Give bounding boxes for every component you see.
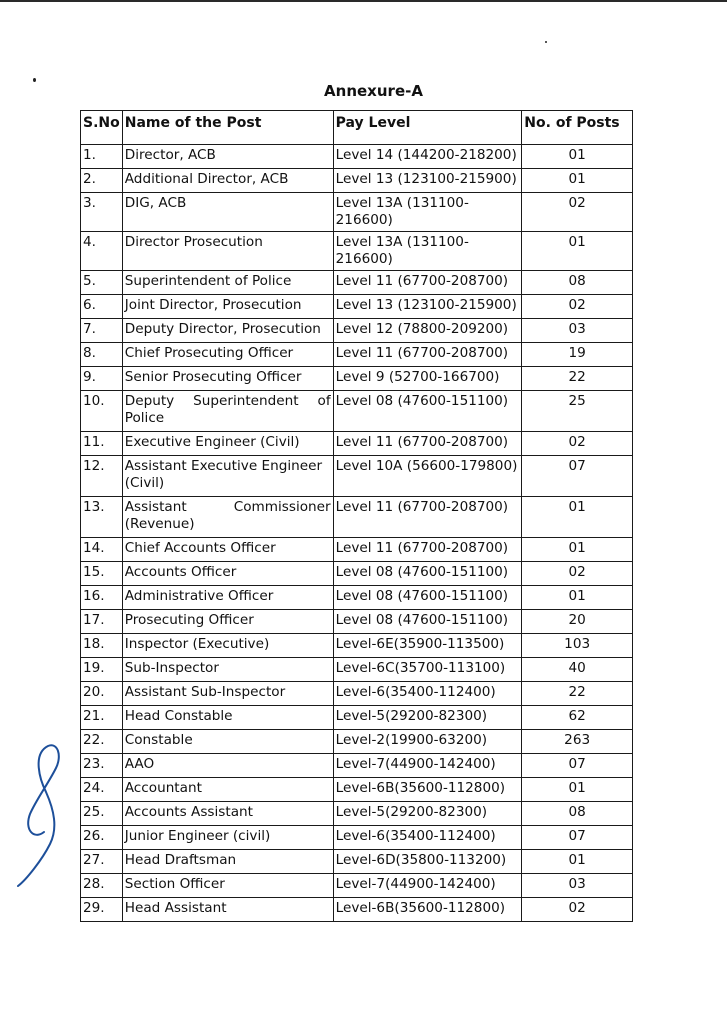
row-no-of-posts: 02 [522, 562, 633, 586]
table-row [81, 169, 633, 193]
row-pay-level: Level-6E(35900-113500) [333, 634, 522, 658]
row-no-of-posts: 07 [522, 826, 633, 850]
row-pay-level: Level-7(44900-142400) [333, 874, 522, 898]
row-sno: 25. [81, 802, 123, 826]
row-pay-level: Level-5(29200-82300) [333, 706, 522, 730]
scan-top-edge [0, 0, 727, 2]
row-post-name: Accounts Officer [122, 562, 333, 586]
table-row [81, 778, 633, 802]
table-row [81, 586, 633, 610]
table-header-row [81, 111, 633, 145]
row-sno: 4. [81, 232, 123, 271]
row-pay-level: Level 9 (52700-166700) [333, 367, 522, 391]
row-no-of-posts: 02 [522, 432, 633, 456]
table-row [81, 874, 633, 898]
header-post-name: Name of the Post [122, 111, 333, 145]
table-row [81, 754, 633, 778]
row-no-of-posts: 22 [522, 682, 633, 706]
table-row [81, 682, 633, 706]
row-sno: 3. [81, 193, 123, 232]
row-post-name: Administrative Officer [122, 586, 333, 610]
row-sno: 21. [81, 706, 123, 730]
row-sno: 12. [81, 456, 123, 497]
row-post-name: Head Assistant [122, 898, 333, 922]
row-sno: 14. [81, 538, 123, 562]
row-no-of-posts: 01 [522, 778, 633, 802]
row-post-name: Section Officer [122, 874, 333, 898]
row-pay-level: Level-6B(35600-112800) [333, 778, 522, 802]
row-no-of-posts: 08 [522, 271, 633, 295]
table-row [81, 432, 633, 456]
table-row [81, 271, 633, 295]
posts-table [80, 110, 633, 922]
row-pay-level: Level 11 (67700-208700) [333, 538, 522, 562]
row-no-of-posts: 02 [522, 295, 633, 319]
row-no-of-posts: 01 [522, 586, 633, 610]
row-pay-level: Level 11 (67700-208700) [333, 343, 522, 367]
row-pay-level: Level-5(29200-82300) [333, 802, 522, 826]
row-post-name: Sub-Inspector [122, 658, 333, 682]
row-post-name: Senior Prosecuting Officer [122, 367, 333, 391]
row-sno: 16. [81, 586, 123, 610]
row-sno: 19. [81, 658, 123, 682]
row-no-of-posts: 263 [522, 730, 633, 754]
row-sno: 6. [81, 295, 123, 319]
row-pay-level: Level 08 (47600-151100) [333, 586, 522, 610]
header-no-of-posts: No. of Posts [522, 111, 633, 145]
table-row [81, 232, 633, 271]
table-row [81, 343, 633, 367]
row-no-of-posts: 103 [522, 634, 633, 658]
table-row [81, 802, 633, 826]
row-no-of-posts: 03 [522, 319, 633, 343]
row-no-of-posts: 20 [522, 610, 633, 634]
row-post-name: Accounts Assistant [122, 802, 333, 826]
row-no-of-posts: 08 [522, 802, 633, 826]
row-pay-level: Level-7(44900-142400) [333, 754, 522, 778]
row-sno: 8. [81, 343, 123, 367]
row-post-name: Joint Director, Prosecution [122, 295, 333, 319]
row-pay-level: Level-6D(35800-113200) [333, 850, 522, 874]
row-sno: 26. [81, 826, 123, 850]
row-post-name: Head Constable [122, 706, 333, 730]
row-pay-level: Level-2(19900-63200) [333, 730, 522, 754]
row-sno: 23. [81, 754, 123, 778]
row-pay-level: Level 11 (67700-208700) [333, 497, 522, 538]
row-no-of-posts: 07 [522, 456, 633, 497]
row-post-name: Director, ACB [122, 145, 333, 169]
row-post-name: Chief Accounts Officer [122, 538, 333, 562]
row-sno: 29. [81, 898, 123, 922]
row-sno: 11. [81, 432, 123, 456]
row-pay-level: Level 10A (56600-179800) [333, 456, 522, 497]
handwritten-signature [10, 740, 70, 890]
row-pay-level: Level-6(35400-112400) [333, 682, 522, 706]
row-no-of-posts: 40 [522, 658, 633, 682]
row-no-of-posts: 01 [522, 538, 633, 562]
table-row [81, 826, 633, 850]
row-no-of-posts: 62 [522, 706, 633, 730]
row-post-name: DIG, ACB [122, 193, 333, 232]
row-post-name: Assistant Sub-Inspector [122, 682, 333, 706]
table-row [81, 730, 633, 754]
row-no-of-posts: 02 [522, 193, 633, 232]
table-row [81, 391, 633, 432]
row-pay-level: Level-6C(35700-113100) [333, 658, 522, 682]
row-post-name: Additional Director, ACB [122, 169, 333, 193]
row-post-name: Constable [122, 730, 333, 754]
row-pay-level: Level 14 (144200-218200) [333, 145, 522, 169]
row-post-name: Director Prosecution [122, 232, 333, 271]
table-row [81, 497, 633, 538]
row-post-name: Chief Prosecuting Officer [122, 343, 333, 367]
row-post-name: Prosecuting Officer [122, 610, 333, 634]
row-pay-level: Level 11 (67700-208700) [333, 432, 522, 456]
table-row [81, 456, 633, 497]
table-body [81, 145, 633, 922]
row-post-name: Junior Engineer (civil) [122, 826, 333, 850]
row-post-name: Head Draftsman [122, 850, 333, 874]
row-no-of-posts: 01 [522, 850, 633, 874]
row-no-of-posts: 01 [522, 232, 633, 271]
row-sno: 27. [81, 850, 123, 874]
row-pay-level: Level 13A (131100-216600) [333, 232, 522, 271]
row-post-name: Executive Engineer (Civil) [122, 432, 333, 456]
row-pay-level: Level 08 (47600-151100) [333, 391, 522, 432]
row-sno: 15. [81, 562, 123, 586]
row-no-of-posts: 01 [522, 169, 633, 193]
header-sno: S.No [81, 111, 123, 145]
row-no-of-posts: 25 [522, 391, 633, 432]
row-sno: 17. [81, 610, 123, 634]
row-pay-level: Level 13 (123100-215900) [333, 295, 522, 319]
row-pay-level: Level 13A (131100-216600) [333, 193, 522, 232]
row-post-name: Inspector (Executive) [122, 634, 333, 658]
row-post-name: Assistant Executive Engineer (Civil) [122, 456, 333, 497]
table-row [81, 562, 633, 586]
scan-speck [545, 41, 547, 43]
row-no-of-posts: 07 [522, 754, 633, 778]
row-sno: 18. [81, 634, 123, 658]
header-pay-level: Pay Level [333, 111, 522, 145]
annexure-title: Annexure-A [324, 82, 423, 100]
table-row [81, 145, 633, 169]
row-sno: 22. [81, 730, 123, 754]
row-sno: 7. [81, 319, 123, 343]
row-sno: 2. [81, 169, 123, 193]
row-post-name: Superintendent of Police [122, 271, 333, 295]
row-pay-level: Level-6(35400-112400) [333, 826, 522, 850]
row-sno: 9. [81, 367, 123, 391]
row-no-of-posts: 22 [522, 367, 633, 391]
row-sno: 5. [81, 271, 123, 295]
row-post-name: Accountant [122, 778, 333, 802]
row-no-of-posts: 01 [522, 497, 633, 538]
row-no-of-posts: 19 [522, 343, 633, 367]
row-sno: 24. [81, 778, 123, 802]
row-sno: 10. [81, 391, 123, 432]
table-row [81, 319, 633, 343]
row-no-of-posts: 03 [522, 874, 633, 898]
row-pay-level: Level 13 (123100-215900) [333, 169, 522, 193]
table-row [81, 295, 633, 319]
row-sno: 20. [81, 682, 123, 706]
table-row [81, 610, 633, 634]
table-row [81, 658, 633, 682]
row-sno: 13. [81, 497, 123, 538]
table-row [81, 706, 633, 730]
row-sno: 1. [81, 145, 123, 169]
table-row [81, 538, 633, 562]
row-pay-level: Level-6B(35600-112800) [333, 898, 522, 922]
table-row [81, 193, 633, 232]
row-post-name: Deputy Director, Prosecution [122, 319, 333, 343]
row-post-name: Deputy Superintendent of Police [122, 391, 333, 432]
row-pay-level: Level 08 (47600-151100) [333, 562, 522, 586]
row-sno: 28. [81, 874, 123, 898]
table-row [81, 898, 633, 922]
table-row [81, 634, 633, 658]
row-post-name: AAO [122, 754, 333, 778]
row-no-of-posts: 02 [522, 898, 633, 922]
row-no-of-posts: 01 [522, 145, 633, 169]
row-pay-level: Level 11 (67700-208700) [333, 271, 522, 295]
table-row [81, 367, 633, 391]
row-pay-level: Level 12 (78800-209200) [333, 319, 522, 343]
table-row [81, 850, 633, 874]
row-post-name: Assistant Commissioner (Revenue) [122, 497, 333, 538]
row-pay-level: Level 08 (47600-151100) [333, 610, 522, 634]
